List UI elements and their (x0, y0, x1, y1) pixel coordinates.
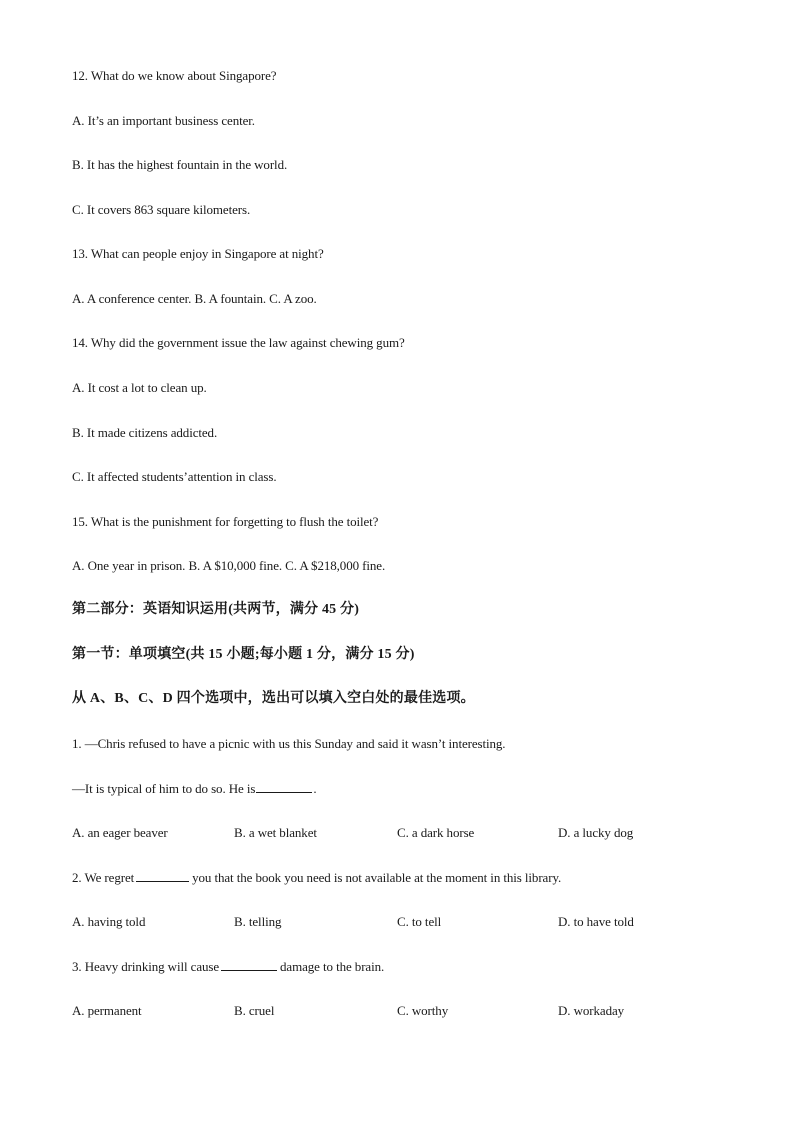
grammar-question-3 (72, 959, 384, 975)
question-14-option-c: C. It affected students’attention in class. (72, 469, 277, 484)
question-13-options: A. A conference center. B. A fountain. C. A zoo. (72, 291, 317, 306)
question-13: 13. What can people enjoy in Singapore at night? (72, 246, 324, 261)
answer-blank (136, 870, 189, 882)
part-2-heading: 第二部分：英语知识运用(共两节，满分 45 分) (72, 602, 360, 617)
question-15: 15. What is the punishment for forgetting to flush the toilet? (72, 514, 379, 529)
question-12-option-a: A. It’s an important business center. (72, 113, 255, 128)
question-text-after: you that the book you need is not available at the moment in this library. (192, 870, 562, 885)
question-text-after: damage to the brain. (280, 959, 385, 974)
answer-blank (221, 959, 277, 971)
grammar-question-1: 1. —Chris refused to have a picnic with us this Sunday and said it wasn’t interesting. (72, 736, 506, 751)
grammar-q1-option-b: B. a wet blanket (234, 825, 317, 840)
response-text: —It is typical of him to do so. He is (72, 781, 256, 796)
grammar-q3-option-d: D. workaday (558, 1003, 625, 1018)
grammar-q3-option-a: A. permanent (72, 1003, 142, 1018)
question-text-before: 2. We regret (72, 870, 135, 885)
grammar-q1-option-d: D. a lucky dog (558, 825, 634, 840)
grammar-question-1-response (72, 781, 317, 797)
grammar-q3-option-c: C. worthy (397, 1003, 449, 1018)
question-14: 14. Why did the government issue the law against chewing gum? (72, 335, 405, 350)
question-12-option-c: C. It covers 863 square kilometers. (72, 202, 251, 217)
grammar-q1-option-c: C. a dark horse (397, 825, 475, 840)
question-14-option-a: A. It cost a lot to clean up. (72, 380, 207, 395)
question-14-option-b: B. It made citizens addicted. (72, 425, 218, 440)
question-15-options: A. One year in prison. B. A $10,000 fine. C. A $218,000 fine. (72, 558, 386, 573)
answer-blank (256, 781, 312, 793)
section-instruction: 从 A、B、C、D 四个选项中，选出可以填入空白处的最佳选项。 (72, 691, 475, 706)
question-12: 12. What do we know about Singapore? (72, 68, 277, 83)
response-end: . (313, 781, 317, 796)
section-1-heading: 第一节：单项填空(共 15 小题;每小题 1 分，满分 15 分) (72, 647, 415, 662)
grammar-q2-option-a: A. having told (72, 914, 146, 929)
grammar-q3-option-b: B. cruel (234, 1003, 275, 1018)
question-text-before: 3. Heavy drinking will cause (72, 959, 220, 974)
question-12-option-b: B. It has the highest fountain in the world. (72, 157, 288, 172)
grammar-q2-option-b: B. telling (234, 914, 282, 929)
grammar-q2-option-c: C. to tell (397, 914, 442, 929)
grammar-q2-option-d: D. to have told (558, 914, 634, 929)
grammar-q1-option-a: A. an eager beaver (72, 825, 168, 840)
grammar-question-2 (72, 870, 561, 886)
